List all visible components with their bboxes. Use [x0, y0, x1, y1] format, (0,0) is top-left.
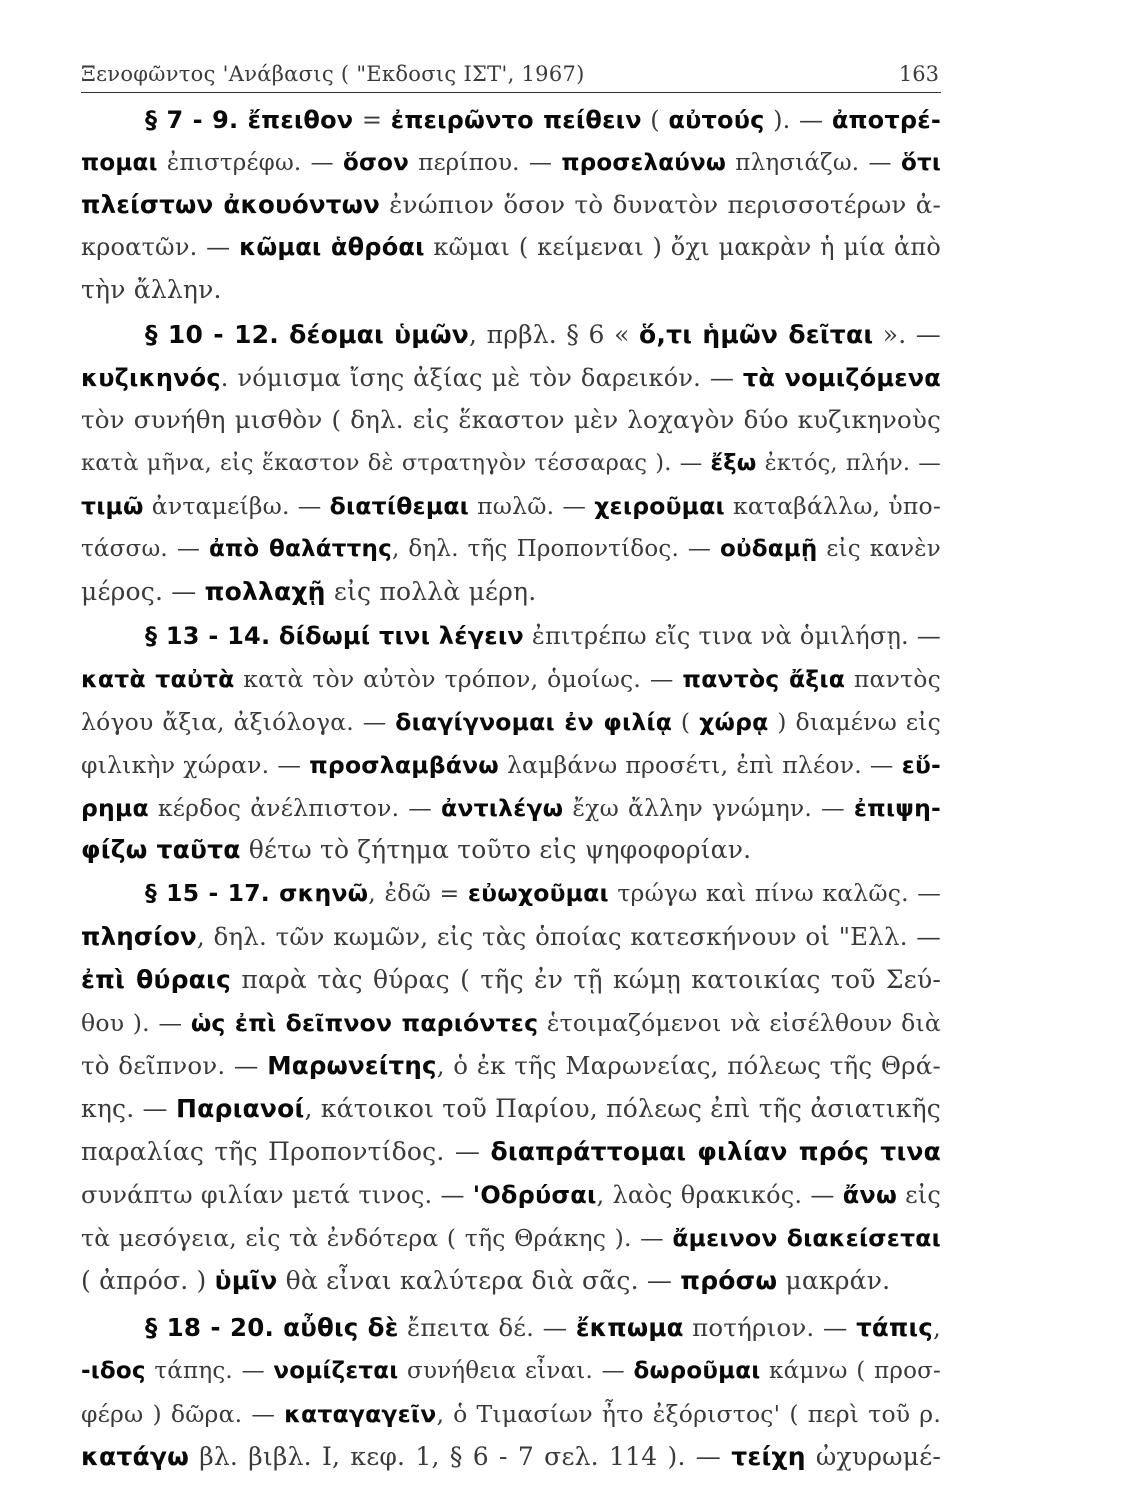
running-title: Ξενοφῶντος 'Ανάβασις ( "Εκδοσις ΙΣΤ', 1967) [81, 62, 585, 86]
gloss-text: πλησιάζω. — [726, 150, 901, 176]
headword: τιμῶ [81, 492, 144, 520]
gloss-text: συνάπτω φιλίαν μετά τινος. — [81, 1181, 473, 1209]
headword: κατάγω [81, 1442, 190, 1471]
gloss-text: ἐπιστρέφω. — [157, 150, 344, 176]
gloss-text: τὸν συνήθη μισθὸν ( δηλ. εἰς ἕκαστον μὲν λοχαγὸν δύο κυζικηνοὺς [81, 405, 941, 434]
gloss-text: καταβάλλω, ὑπο- [724, 492, 941, 520]
headword: ἐπὶ θύραις [81, 965, 231, 994]
headword: παντὸς ἄξια [682, 665, 846, 693]
gloss-text: εἰς [897, 1181, 942, 1209]
headword: τείχη [731, 1442, 806, 1471]
headword: ἔκπωμα [575, 1313, 684, 1342]
text-line [81, 1177, 941, 1213]
text-line [81, 145, 941, 181]
gloss-text: τρώγω καὶ πίνω καλῶς. — [608, 879, 941, 907]
headword: εὕ- [901, 751, 941, 779]
text-line [81, 574, 941, 610]
headword: προσλαμβάνω [309, 751, 499, 779]
text-line [145, 875, 941, 911]
gloss-text: τάπης. — [145, 1358, 274, 1384]
gloss-text: , ἐδῶ = [368, 879, 468, 907]
gloss-text: κης. — [81, 1094, 176, 1123]
gloss-text: παρὰ τὰς θύρας ( τῆς ἐν τῇ κώμῃ κατοικίας τοῦ Σεύ- [231, 965, 941, 994]
headword: ὅσον [343, 150, 410, 176]
gloss-text: τὰ μεσόγεια, εἰς τὰ ἐνδότερα ( τῆς Θράκης ). — [81, 1224, 673, 1252]
gloss-text: ). — [764, 106, 832, 134]
gloss-text: ἀνταμείβω. — [143, 492, 330, 520]
text-line [81, 531, 941, 567]
text-line [81, 1220, 941, 1256]
gloss-text: ἔπειτα δέ. — [398, 1313, 576, 1342]
gloss-text: , κάτοικοι τοῦ Παρίου, πόλεως ἐπὶ τῆς ἀσιατικῆς [304, 1094, 941, 1123]
running-header [81, 58, 941, 93]
gloss-text: παντὸς [845, 665, 942, 693]
gloss-text: ποτήριον. — [683, 1313, 857, 1342]
gloss-text: , ὁ Τιμασίων ἦτο ἐξόριστος' ( περὶ τοῦ ρ. [436, 1400, 941, 1428]
headword: -ιδος [81, 1358, 146, 1384]
text-line [81, 229, 941, 265]
text-line [145, 618, 941, 654]
headword: δωροῦμαι [633, 1358, 761, 1384]
gloss-text: πωλῶ. — [469, 492, 595, 520]
gloss-text: θου ). — [81, 1009, 191, 1037]
text-line [81, 1263, 941, 1299]
headword: προσελαύνω [561, 150, 727, 176]
gloss-text: συνήθεια εἶναι. — [398, 1358, 634, 1384]
gloss-text: λόγου ἄξια, ἀξιόλογα. — [81, 708, 396, 736]
gloss-text: , δηλ. τῆς Προποντίδος. — [391, 536, 721, 562]
headword: § 13 - 14. δίδωμί τινι λέγειν [145, 622, 524, 650]
text-line [81, 962, 941, 998]
gloss-text: κατὰ μῆνα, εἰς ἕκαστον δὲ στρατηγὸν τέσσαρας ). — [81, 450, 711, 476]
gloss-text: ) διαμένω εἰς [768, 708, 941, 736]
headword: ἀπὸ θαλάττης [209, 536, 392, 562]
gloss-text: , πρβλ. § 6 « [468, 320, 640, 349]
headword: διαπράττομαι φιλίαν πρός τινα [490, 1137, 941, 1166]
gloss-text: μέρος. — [81, 577, 205, 606]
headword: χειροῦμαι [594, 492, 725, 520]
headword: ἐπειρῶντο πείθειν [390, 106, 642, 134]
gloss-text: θέτω τὸ ζήτημα τοῦτο εἰς ψηφοφορίαν. [240, 835, 752, 864]
gloss-text: τὴν ἄλλην. [81, 275, 222, 304]
text-line [81, 704, 941, 740]
headword: αὐτούς [668, 106, 765, 134]
headword: ἄμεινον διακείσεται [672, 1224, 941, 1252]
text-line [145, 102, 941, 138]
gloss-text: παραλίας τῆς Προποντίδος. — [81, 1137, 491, 1166]
headword: ἀποτρέ- [831, 106, 941, 134]
headword: § 7 - 9. ἔπειθον [145, 106, 354, 134]
text-line [81, 445, 941, 481]
headword: ἔξω [710, 450, 757, 476]
headword: κυζικηνός [81, 364, 221, 392]
headword: φίζω ταῦτα [81, 835, 241, 864]
headword: ρημα [81, 794, 149, 822]
gloss-text: ( [641, 106, 669, 134]
text-line [81, 832, 941, 868]
headword: τάπις [856, 1313, 933, 1342]
gloss-text: τὸ δεῖπνον. — [81, 1051, 268, 1080]
text-line [81, 747, 941, 783]
page-number: 163 [898, 62, 939, 86]
gloss-text: φέρω ) δῶρα. — [81, 1400, 285, 1428]
gloss-text: κῶμαι ( κείμεναι ) ὄχι μακρὰν ἡ μία ἀπὸ [424, 233, 942, 261]
gloss-text: βλ. βιβλ. I, κεφ. 1, § 6 - 7 σελ. 114 ). — [189, 1442, 732, 1471]
gloss-text: περίπου. — [409, 150, 562, 176]
text-line [81, 1396, 941, 1432]
gloss-text: ἑτοιμαζόμενοι νὰ εἰσέλθουν διὰ [538, 1009, 942, 1037]
text-line [81, 1439, 941, 1475]
gloss-text: ἔχω ἄλλην γνώμην. — [563, 794, 854, 822]
headword: χώρᾳ [699, 708, 769, 736]
text-line [145, 317, 941, 353]
gloss-text: ἐνώπιον ὅσον τὸ δυνατὸν περισσοτέρων ἀ- [379, 190, 941, 219]
gloss-text: . νόμισμα ἴσης ἀξίας μὲ τὸν δαρεικόν. — [220, 364, 743, 392]
text-line [81, 661, 941, 697]
gloss-text: ἐπιτρέπω εἴς τινα νὰ ὁμιλήσῃ. — [523, 622, 942, 650]
headword: πολλαχῇ [204, 577, 326, 606]
text-line [81, 790, 941, 826]
gloss-text: ὠχυρωμέ- [805, 1442, 941, 1471]
headword: ὅτι [900, 150, 941, 176]
text-line [81, 187, 941, 223]
gloss-text: ». — [873, 320, 941, 349]
gloss-text: , ὁ ἐκ τῆς Μαρωνείας, πόλεως τῆς Θρά- [436, 1051, 941, 1080]
headword: πλείστων ἀκουόντων [81, 190, 380, 219]
gloss-text: θὰ εἶναι καλύτερα διὰ σᾶς. — [277, 1266, 681, 1295]
gloss-text: κέρδος ἀνέλπιστον. — [148, 794, 442, 822]
headword: κατὰ ταὐτὰ [81, 665, 235, 693]
text-line [81, 1134, 941, 1170]
gloss-text: μακράν. [777, 1266, 891, 1295]
headword: Παριανοί [175, 1094, 305, 1123]
gloss-text: κροατῶν. — [81, 233, 240, 261]
gloss-text: , [932, 1313, 941, 1342]
text-line [81, 1091, 941, 1127]
gloss-text: κάμνω ( προσ- [760, 1358, 941, 1384]
headword: ἐπιψη- [853, 794, 942, 822]
headword: τὰ νομιζόμενα [742, 364, 941, 392]
headword: κῶμαι ἁθρόαι [239, 233, 425, 261]
headword: ἀντιλέγω [441, 794, 564, 822]
text-line [81, 1353, 941, 1389]
gloss-text: , λαὸς θρακικός. — [596, 1181, 843, 1209]
gloss-text: φιλικὴν χώραν. — [81, 751, 310, 779]
gloss-text: τάσσω. — [81, 536, 209, 562]
headword: εὐωχοῦμαι [467, 879, 609, 907]
gloss-text: εἰς πολλὰ μέρη. [325, 577, 537, 606]
headword: § 15 - 17. σκηνῶ [145, 879, 369, 907]
headword: ἄνω [842, 1181, 897, 1209]
headword: νομίζεται [273, 1358, 399, 1384]
headword: πλησίον [81, 922, 197, 951]
headword: πρόσω [680, 1266, 778, 1295]
headword: πομαι [81, 150, 158, 176]
headword: καταγαγεῖν [284, 1400, 437, 1428]
headword: ὅ,τι ἡμῶν δεῖται [639, 320, 874, 349]
text-line [81, 272, 941, 308]
text-line [81, 360, 941, 396]
gloss-text: κατὰ τὸν αὐτὸν τρόπον, ὁμοίως. — [234, 665, 683, 693]
headword: ὡς ἐπὶ δεῖπνον παριόντες [190, 1009, 539, 1037]
text-line [81, 488, 941, 524]
headword: οὐδαμῇ [720, 536, 818, 562]
headword: ὑμῖν [214, 1266, 278, 1295]
gloss-text: , δηλ. τῶν κωμῶν, εἰς τὰς ὁποίας κατεσκήνουν οἱ "Ελλ. — [196, 922, 941, 951]
gloss-text: ( ἀπρόσ. ) [81, 1266, 215, 1295]
gloss-text: λαμβάνω προσέτι, ἐπὶ πλέον. — [498, 751, 902, 779]
headword: διαγίγνομαι ἐν φιλίᾳ [395, 708, 673, 736]
text-line [81, 919, 941, 955]
gloss-text: ἐκτός, πλήν. — [756, 450, 941, 476]
headword: Μαρωνείτης [267, 1051, 437, 1080]
text-line [81, 1048, 941, 1084]
headword: § 18 - 20. αὖθις δὲ [145, 1313, 399, 1342]
headword: 'Οδρύσαι [472, 1181, 597, 1209]
gloss-text: εἰς κανὲν [817, 536, 941, 562]
text-line [145, 1310, 941, 1346]
text-line [81, 402, 941, 438]
gloss-text: ( [672, 708, 700, 736]
text-line [81, 1005, 941, 1041]
headword: § 10 - 12. δέομαι ὑμῶν [145, 320, 469, 349]
headword: διατίθεμαι [329, 492, 470, 520]
gloss-text: = [353, 106, 391, 134]
